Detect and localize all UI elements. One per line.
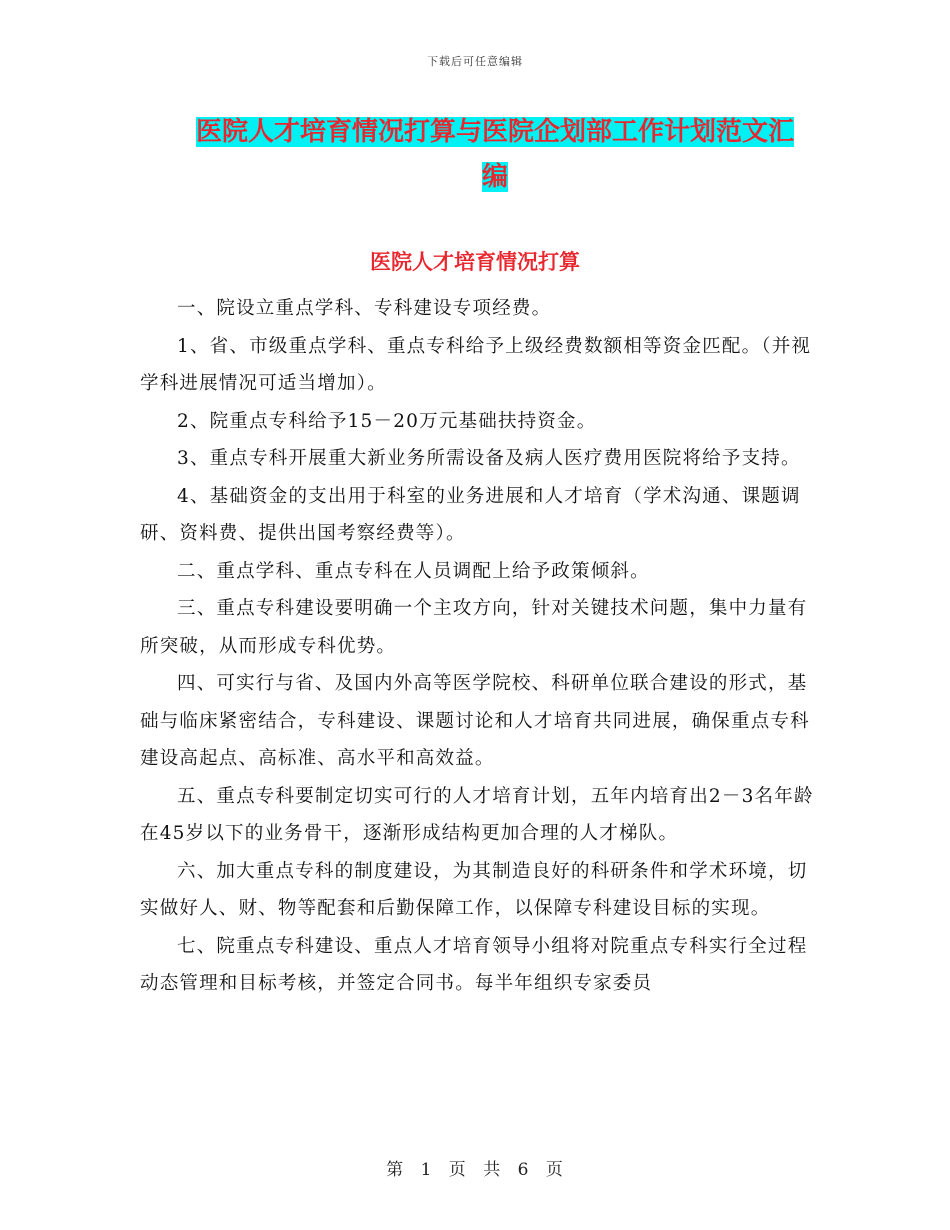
paragraph: 六、加大重点专科的制度建设，为其制造良好的科研条件和学术环境，切实做好人、财、物等配套和后勤保障工作，以保障专科建设目标的实现。	[140, 860, 808, 919]
total-page-number: 6	[517, 1160, 530, 1180]
header-note: 下载后可任意编辑	[427, 55, 523, 68]
footer-total-word: 共	[483, 1160, 502, 1180]
section-title: 医院人才培育情况打算	[370, 249, 580, 274]
paragraph: 四、可实行与省、及国内外高等医学院校、科研单位联合建设的形式，基础与临床紧密结合，专科建设、课题讨论和人才培育共同进展，确保重点专科建设高起点、高标准、高水平和高效益。	[140, 673, 810, 769]
paragraph: 3、重点专科开展重大新业务所需设备及病人医疗费用医院将给予支持。	[177, 448, 801, 469]
paragraph: 一、院设立重点学科、专科建设专项经费。	[177, 298, 552, 319]
document-body	[140, 290, 815, 1003]
paragraph: 2、院重点专科给予15－20万元基础扶持资金。	[177, 410, 597, 432]
paragraph: 1、省、市级重点学科、重点专科给予上级经费数额相等资金匹配。（并视学科进展情况可适当增加）。	[140, 335, 812, 394]
page-footer	[0, 1155, 950, 1180]
footer-prefix: 第	[386, 1160, 405, 1180]
document-title-line1: 医院人才培育情况打算与医院企划部工作计划范文汇	[195, 117, 794, 147]
paragraph: 三、重点专科建设要明确一个主攻方向，针对关键技术问题，集中力量有所突破，从而形成专科优势。	[140, 598, 808, 657]
document-title	[150, 110, 840, 200]
footer-suffix: 页	[545, 1160, 564, 1180]
paragraph: 五、重点专科要制定切实可行的人才培育计划，五年内培育出2－3名年龄在45岁以下的业务骨干，逐渐形成结构更加合理的人才梯队。	[140, 785, 814, 844]
paragraph: 4、基础资金的支出用于科室的业务进展和人才培育（学术沟通、课题调研、资料费、提供出国考察经费等）。	[140, 485, 801, 544]
current-page-number: 1	[420, 1160, 433, 1180]
document-title-line2: 编	[481, 162, 508, 192]
paragraph: 二、重点学科、重点专科在人员调配上给予政策倾斜。	[177, 560, 650, 582]
footer-page-word: 页	[448, 1160, 467, 1180]
paragraph: 七、院重点专科建设、重点人才培育领导小组将对院重点专科实行全过程动态管理和目标考核，并签定合同书。每半年组织专家委员	[140, 935, 808, 994]
